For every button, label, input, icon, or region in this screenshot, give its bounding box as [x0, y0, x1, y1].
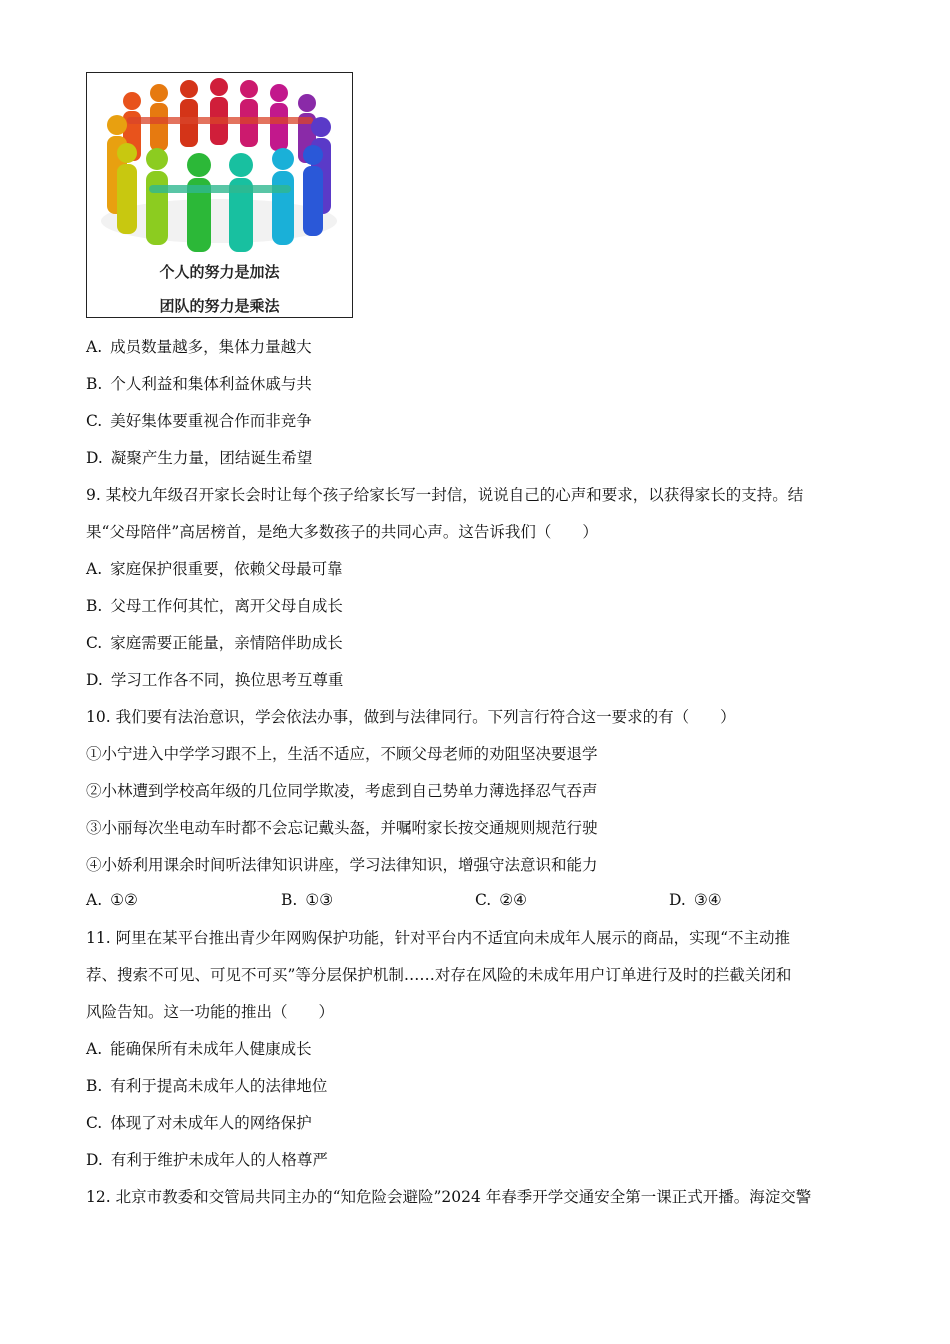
q9-stem-line2: 果“父母陪伴”高居榜首，是绝大多数孩子的共同心声。这告诉我们（ ） [86, 523, 598, 541]
q8-option-c[interactable]: C. 美好集体要重视合作而非竞争 [86, 412, 312, 430]
q11-option-a[interactable]: A. 能确保所有未成年人健康成长 [86, 1040, 312, 1058]
q8-option-b[interactable]: B. 个人利益和集体利益休戚与共 [86, 375, 312, 393]
q12-stem-line1: 12. 北京市教委和交管局共同主办的“知危险会避险”2024 年春季开学交通安全第一课正式开播。海淀交警 [86, 1188, 812, 1206]
q11-stem-line3: 风险告知。这一功能的推出（ ） [86, 1003, 335, 1021]
q10-option-d[interactable]: D. ③④ [669, 891, 722, 909]
q9-option-c[interactable]: C. 家庭需要正能量，亲情陪伴助成长 [86, 634, 343, 652]
q8-option-d[interactable]: D. 凝聚产生力量，团结诞生希望 [86, 449, 313, 467]
q11-option-b[interactable]: B. 有利于提高未成年人的法律地位 [86, 1077, 328, 1095]
q10-item-2: ②小林遭到学校高年级的几位同学欺凌，考虑到自己势单力薄选择忍气吞声 [86, 782, 598, 800]
q10-option-b[interactable]: B. ①③ [281, 891, 334, 909]
q11-option-c[interactable]: C. 体现了对未成年人的网络保护 [86, 1114, 312, 1132]
q8-option-a[interactable]: A. 成员数量越多，集体力量越大 [86, 338, 312, 356]
q10-item-4: ④小娇利用课余时间听法律知识讲座，学习法律知识，增强守法意识和能力 [86, 856, 598, 874]
q9-option-d[interactable]: D. 学习工作各不同，换位思考互尊重 [86, 671, 344, 689]
q10-item-3: ③小丽每次坐电动车时都不会忘记戴头盔，并嘱咐家长按交通规则规范行驶 [86, 819, 598, 837]
teamwork-figure [86, 72, 353, 318]
q11-stem-line2: 荐、搜索不可见、可见不可买”等分层保护机制……对存在风险的未成年用户订单进行及时的拦截关闭和 [86, 966, 792, 984]
q10-stem: 10. 我们要有法治意识，学会依法办事，做到与法律同行。下列言行符合这一要求的有（ ） [86, 708, 736, 726]
q9-stem-line1: 9. 某校九年级召开家长会时让每个孩子给家长写一封信，说说自己的心声和要求，以获得家长的支持。结 [86, 486, 804, 504]
q9-option-b[interactable]: B. 父母工作何其忙，离开父母自成长 [86, 597, 343, 615]
q10-item-1: ①小宁进入中学学习跟不上，生活不适应，不顾父母老师的劝阻坚决要退学 [86, 745, 598, 763]
q10-option-c[interactable]: C. ②④ [475, 891, 528, 909]
figure-caption-line2: 团队的努力是乘法 [159, 297, 280, 315]
q10-option-a[interactable]: A. ①② [86, 891, 138, 909]
q11-stem-line1: 11. 阿里在某平台推出青少年网购保护功能，针对平台内不适宜向未成年人展示的商品，实现“不主动推 [86, 929, 791, 947]
q11-option-d[interactable]: D. 有利于维护未成年人的人格尊严 [86, 1151, 328, 1169]
figure-caption-line1: 个人的努力是加法 [159, 263, 280, 281]
q9-option-a[interactable]: A. 家庭保护很重要，依赖父母最可靠 [86, 560, 343, 578]
